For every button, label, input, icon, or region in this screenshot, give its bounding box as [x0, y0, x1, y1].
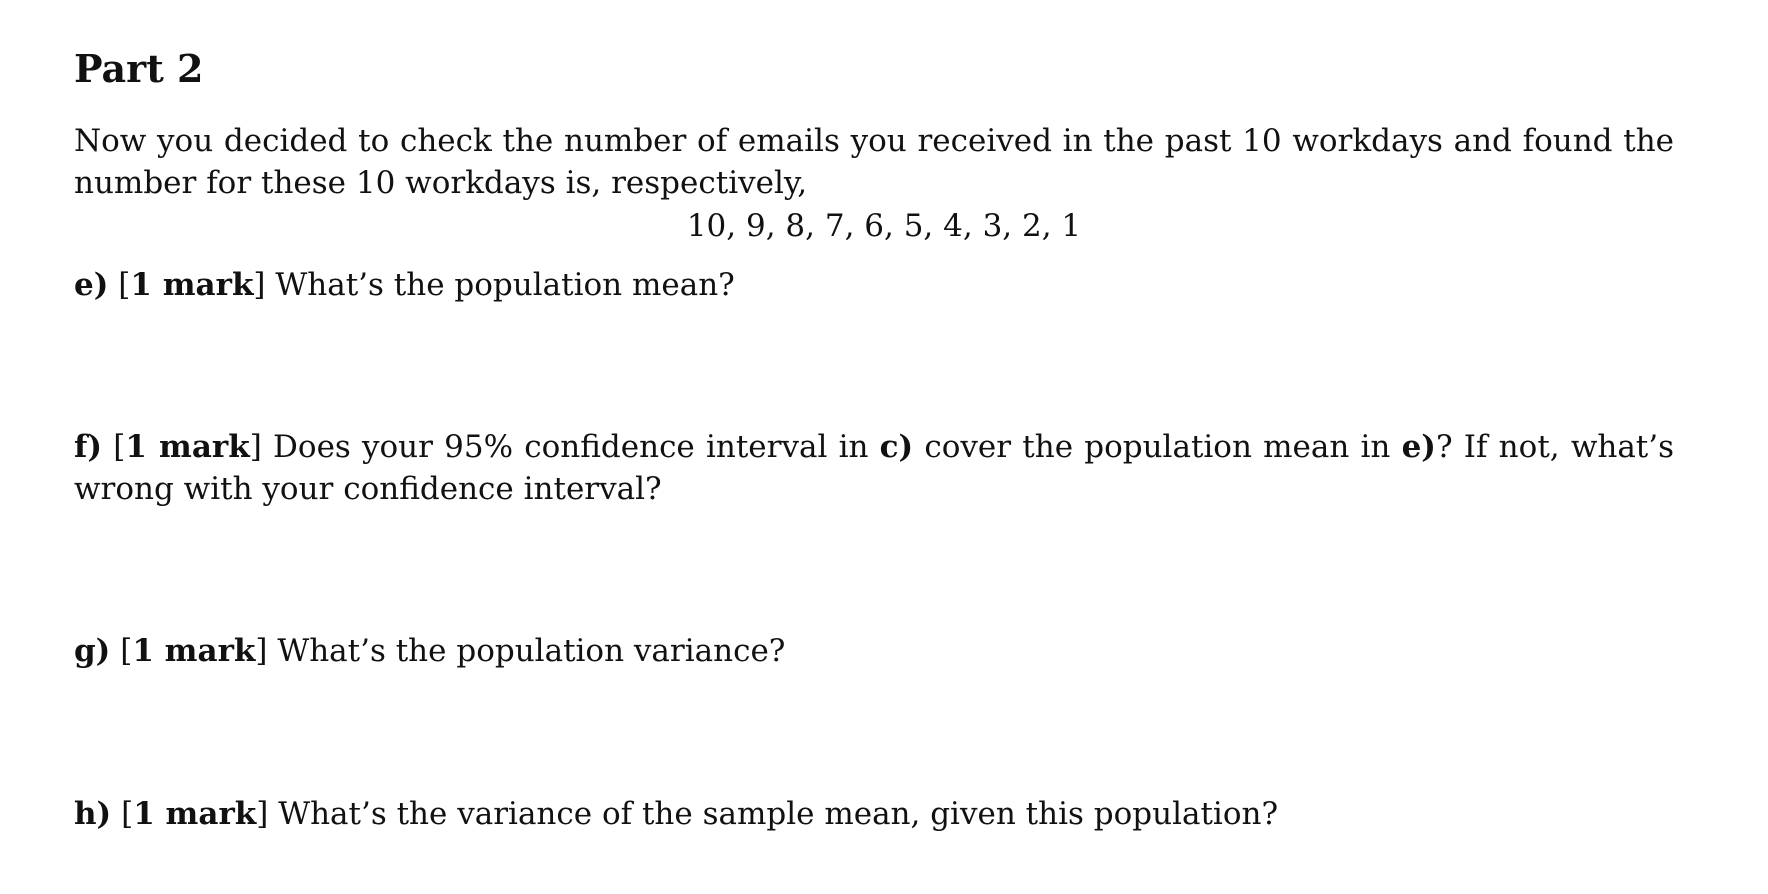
question-e-text: What’s the population mean?: [275, 267, 735, 303]
question-f: [74, 426, 1674, 510]
question-g-text: What’s the population variance?: [277, 633, 786, 669]
question-h-text: What’s the variance of the sample mean, given this population?: [278, 796, 1279, 832]
question-g-label: g): [74, 633, 111, 669]
question-f-mark: 1 mark: [125, 429, 250, 465]
question-f-text-part-2: cover the population mean in: [913, 429, 1402, 465]
question-g: [74, 630, 1674, 672]
question-e: [74, 264, 1674, 306]
question-h: [74, 793, 1674, 835]
question-e-mark-close-bracket: ]: [253, 267, 266, 303]
question-f-mark-open-bracket: [: [113, 429, 126, 465]
intro-paragraph: Now you decided to check the number of emails you received in the past 10 workdays and found the number for these 10 workdays is, respectively,: [74, 123, 1674, 201]
question-e-label: e): [74, 267, 109, 303]
question-e-mark-open-bracket: [: [118, 267, 131, 303]
question-f-label: f): [74, 429, 103, 465]
question-f-text-part-1: Does your 95% confidence interval in: [273, 429, 880, 465]
question-h-mark: 1 mark: [133, 796, 257, 832]
question-f-reference-e: e): [1401, 429, 1436, 465]
question-f-text-part-3: ? If not, what’s wrong with your confidence interval?: [74, 429, 1675, 507]
question-h-label: h): [74, 796, 112, 832]
question-f-mark-close-bracket: ]: [249, 429, 262, 465]
question-g-mark-open-bracket: [: [120, 633, 133, 669]
section-title: Part 2: [74, 46, 204, 91]
question-g-mark-close-bracket: ]: [255, 633, 268, 669]
question-g-mark: 1 mark: [132, 633, 256, 669]
question-h-mark-close-bracket: ]: [256, 796, 269, 832]
email-count-sequence: 10, 9, 8, 7, 6, 5, 4, 3, 2, 1: [686, 208, 1082, 244]
question-h-mark-open-bracket: [: [121, 796, 134, 832]
question-e-mark: 1 mark: [130, 267, 254, 303]
question-f-reference-c: c): [879, 429, 914, 465]
